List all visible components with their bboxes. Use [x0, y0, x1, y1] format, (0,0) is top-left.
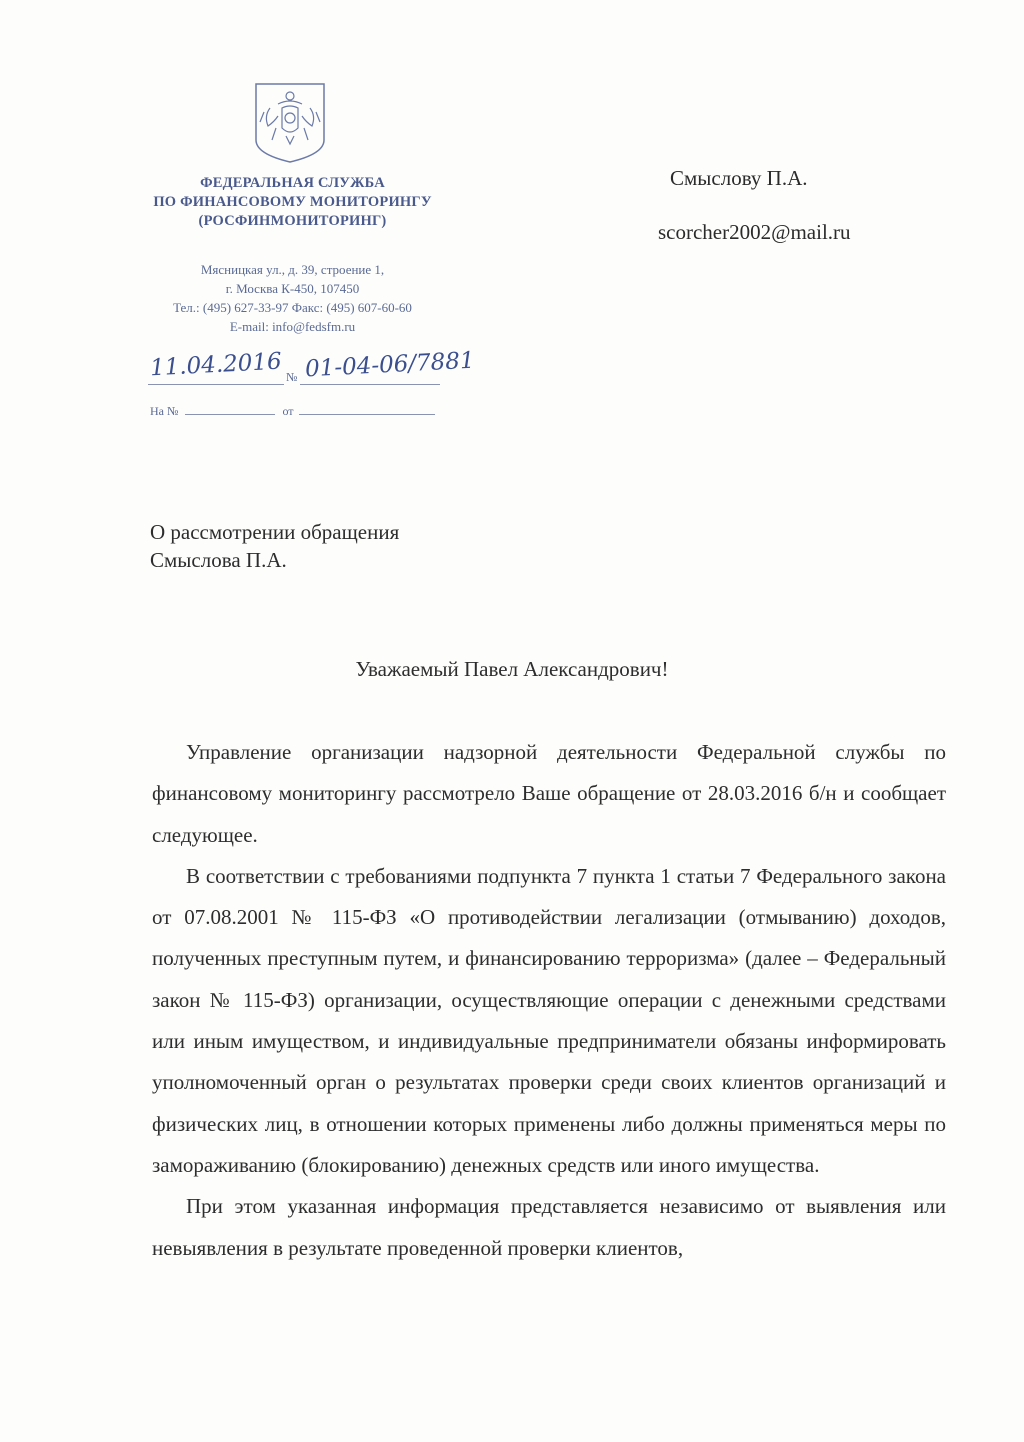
salutation: Уважаемый Павел Александрович! — [355, 657, 669, 681]
agency-name — [120, 174, 465, 231]
reference-from-blank — [299, 414, 435, 415]
address-line-3: Тел.: (495) 627-33-97 Факс: (495) 607-60-60 — [173, 300, 412, 315]
reference-from-label: от — [282, 404, 294, 418]
address-line-1: Мясницкая ул., д. 39, строение 1, — [200, 262, 385, 277]
address-line-2: г. Москва К-450, 107450 — [225, 281, 360, 296]
coat-of-arms-icon — [252, 82, 328, 164]
agency-line-2: ПО ФИНАНСОВОМУ МОНИТОРИНГУ — [153, 194, 432, 210]
reference-line — [150, 404, 435, 419]
body-paragraph-1: Управление организации надзорной деятельности Федеральной службы по финансовому мониторингу рассмотрело Ваше обращение от 28.03.2016 б/н и сообщает следующее. — [152, 740, 946, 847]
letter-body — [152, 732, 946, 1269]
body-paragraph-2: В соответствии с требованиями подпункта 7 пункта 1 статьи 7 Федерального закона от 07.08.2001 № 115-ФЗ «О противодействии легализации (отмыванию) доходов, полученных преступным путем, и финансированию терроризма» (далее – Федеральный закон № 115-ФЗ) организации, осуществляющие операции с денежными средствами или иным имуществом, и индивидуальные предприниматели обязаны информировать уполномоченный орган о результатах проверки среди своих клиентов организаций и физических лиц, в отношении которых применены либо должны применяться меры по замораживанию (блокированию) денежных средств или иного имущества. — [152, 863, 946, 1177]
reference-label: На № — [150, 404, 179, 418]
subject-line-1: О рассмотрении обращения — [150, 520, 400, 544]
date-rule — [148, 384, 284, 385]
recipient-name: Смыслову П.А. — [670, 166, 808, 190]
address-line-4: E-mail: info@fedsfm.ru — [229, 319, 356, 334]
number-rule — [300, 384, 440, 385]
recipient-email: scorcher2002@mail.ru — [658, 220, 851, 244]
subject-line-2: Смыслова П.А. — [150, 548, 287, 572]
letter-subject — [150, 518, 399, 574]
agency-line-3: (РОСФИНМОНИТОРИНГ) — [198, 213, 387, 229]
body-paragraph-3: При этом указанная информация представляется независимо от выявления или невыявления в результате проведенной проверки клиентов, — [152, 1194, 946, 1260]
registration-number-label: № — [286, 370, 298, 384]
registration-number: 01-04-06/7881 — [304, 347, 476, 383]
agency-line-1: ФЕДЕРАЛЬНАЯ СЛУЖБА — [200, 175, 385, 191]
registration-date: 11.04.2016 — [149, 348, 283, 382]
reference-blank — [185, 414, 275, 415]
agency-address — [120, 260, 465, 336]
